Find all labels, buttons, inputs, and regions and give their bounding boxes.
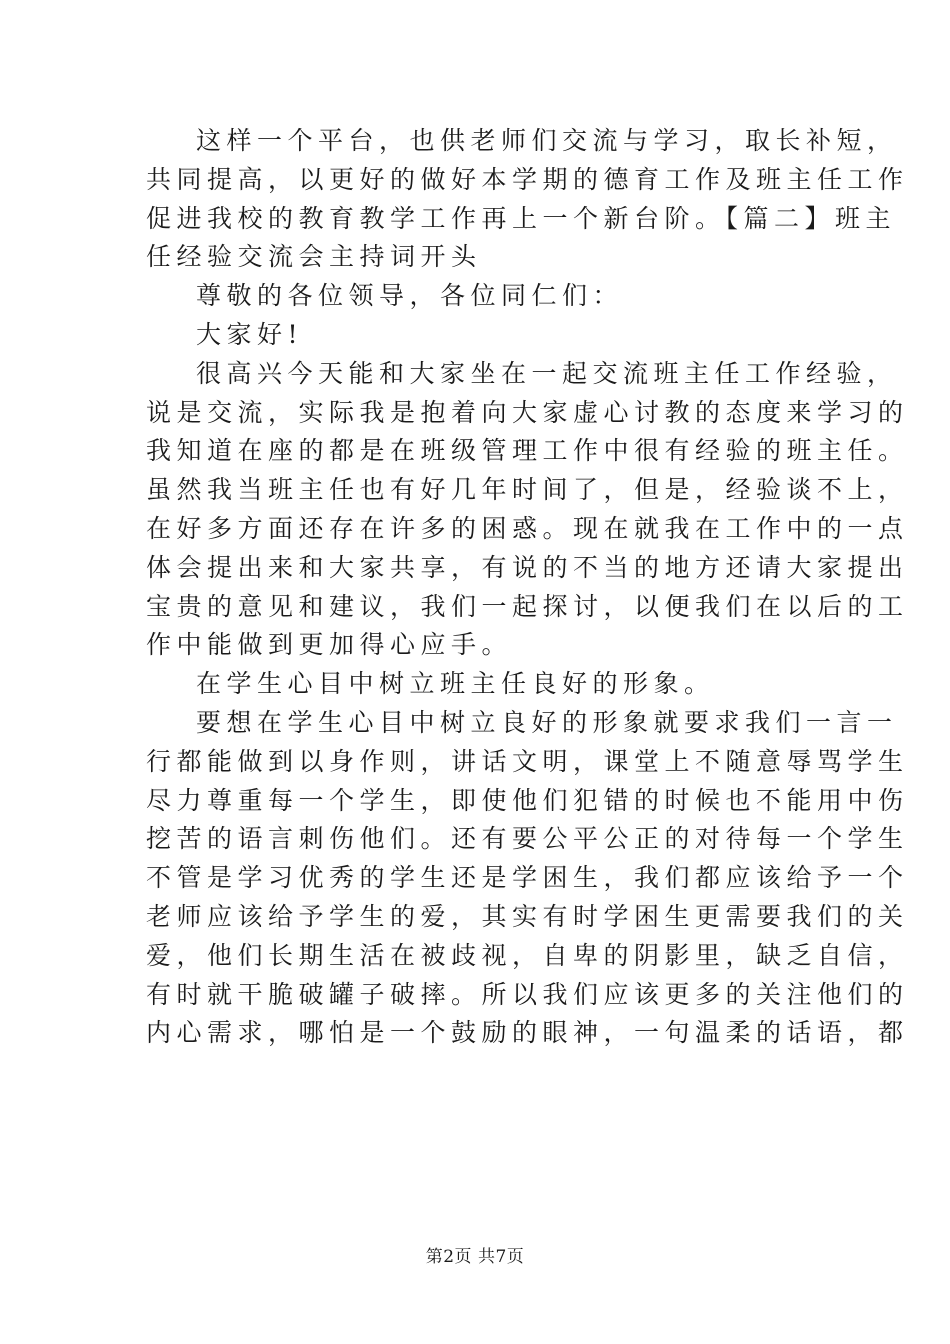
text-line: 任经验交流会主持词开头 xyxy=(146,242,482,272)
text-line: 爱，他们长期生活在被歧视，自卑的阴影里，缺乏自信， xyxy=(146,940,909,970)
text-line: 行都能做到以身作则，讲话文明，课堂上不随意辱骂学生 xyxy=(146,746,909,776)
text-line: 尽力尊重每一个学生，即使他们犯错的时候也不能用中伤 xyxy=(146,785,909,815)
text-line: 内心需求，哪怕是一个鼓励的眼神，一句温柔的话语，都 xyxy=(146,1018,909,1048)
page-footer: 第2页 共7页 xyxy=(425,1247,525,1267)
text-line: 有时就干脆破罐子破摔。所以我们应该更多的关注他们的 xyxy=(146,979,909,1009)
text-line: 尊敬的各位领导，各位同仁们： xyxy=(196,281,624,311)
text-line: 大家好! xyxy=(196,319,304,349)
text-line: 这样一个平台，也供老师们交流与学习，取长补短， xyxy=(196,126,898,155)
text-line: 虽然我当班主任也有好几年时间了，但是，经验谈不上， xyxy=(146,475,909,505)
text-line: 很高兴今天能和大家坐在一起交流班主任工作经验， xyxy=(196,358,898,388)
text-line: 我知道在座的都是在班级管理工作中很有经验的班主任。 xyxy=(146,436,909,466)
text-line: 不管是学习优秀的学生还是学困生，我们都应该给予一个 xyxy=(146,863,909,893)
text-line: 作中能做到更加得心应手。 xyxy=(146,630,513,660)
text-line: 共同提高，以更好的做好本学期的德育工作及班主任工作 xyxy=(146,164,909,194)
text-line: 老师应该给予学生的爱，其实有时学困生更需要我们的关 xyxy=(146,901,909,931)
text-line: 要想在学生心目中树立良好的形象就要求我们一言一 xyxy=(196,707,898,737)
document-body xyxy=(146,122,909,1053)
text-line: 宝贵的意见和建议，我们一起探讨，以便我们在以后的工 xyxy=(146,591,909,621)
text-line: 体会提出来和大家共享，有说的不当的地方还请大家提出 xyxy=(146,552,909,582)
text-line: 挖苦的语言刺伤他们。还有要公平公正的对待每一个学生 xyxy=(146,824,909,854)
text-line: 促进我校的教育教学工作再上一个新台阶。【篇二】班主 xyxy=(146,203,897,233)
text-line: 说是交流，实际我是抱着向大家虚心讨教的态度来学习的 xyxy=(146,397,909,427)
text-line: 在学生心目中树立班主任良好的形象。 xyxy=(196,669,715,699)
text-line: 在好多方面还存在许多的困惑。现在就我在工作中的一点 xyxy=(146,513,909,543)
